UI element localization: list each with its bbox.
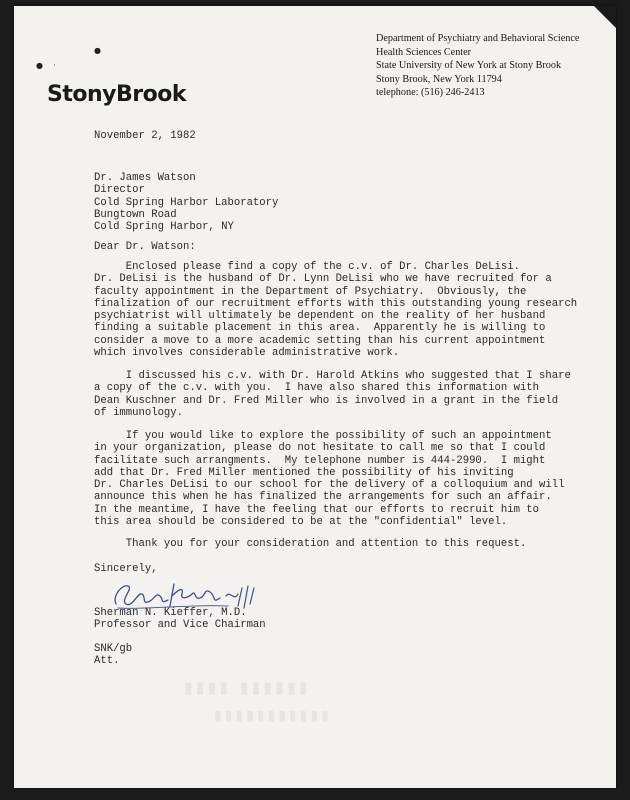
mark-dot: ●: [94, 46, 101, 55]
address-line: Cold Spring Harbor Laboratory: [94, 196, 279, 209]
paragraph-3: [94, 430, 564, 528]
mark-dots: ● ·: [36, 61, 56, 70]
letterhead-line: State University of New York at Stony Brook: [376, 60, 562, 71]
paragraph-1: [94, 261, 577, 359]
letterhead-address: [376, 32, 579, 100]
text-line: facilitate such arrangments. My telephone number is 444-2990. I might: [94, 454, 546, 467]
address-line: Director: [94, 184, 145, 197]
text-line: In the meantime, I have the feeling that our efforts to recruit him to: [94, 503, 540, 516]
paragraph-2: [94, 370, 571, 419]
text-line: I discussed his c.v. with Dr. Harold Atkins who suggested that I share: [94, 370, 571, 382]
closing: Sincerely,: [94, 563, 158, 575]
text-line: consider a move to a more academic setting than his current appointment: [94, 334, 546, 347]
signer-name: Sherman N. Kieffer, M.D.: [94, 607, 247, 619]
salutation: Dear Dr. Watson:: [94, 241, 196, 253]
text-line: Dr. Charles DeLisi to our school for the delivery of a colloquium and will: [94, 479, 565, 492]
text-line: faculty appointment in the Department of Psychiatry. Obviously, the: [94, 285, 527, 298]
reference-initials: [94, 643, 132, 668]
text-line: finding a suitable placement in this area. Apparently he is willing to: [94, 322, 546, 335]
text-line: in your organization, please do not hesitate to call me so that I could: [94, 442, 546, 455]
typist-initials: SNK/gb: [94, 643, 133, 655]
letter-page: [14, 6, 616, 788]
text-line: Dean Kuschner and Dr. Fred Miller who is involved in a grant in the field: [94, 394, 559, 407]
letterhead-line: Health Sciences Center: [376, 46, 472, 58]
signer-title: Professor and Vice Chairman: [94, 619, 266, 632]
text-line: which involves considerable administrative work.: [94, 347, 400, 360]
text-line: Enclosed please find a copy of the c.v. of Dr. Charles DeLisi.: [94, 261, 520, 273]
signature-block: [94, 607, 266, 632]
text-line: a copy of the c.v. with you. I have also shared this information with: [94, 382, 540, 395]
paper-watermark-decoration: ▮▮▮▮ ▮▮▮▮▮▮: [184, 678, 311, 697]
letterhead-line: Department of Psychiatry and Behavioral Science: [376, 33, 580, 44]
text-line: Dr. DeLisi is the husband of Dr. Lynn DeLisi who we have recruited for a: [94, 273, 552, 286]
text-line: finalization of our recruitment efforts with this outstanding young research: [94, 297, 578, 310]
text-line: add that Dr. Fred Miller mentioned the possibility of his inviting: [94, 466, 514, 479]
text-line: Thank you for your consideration and attention to this request.: [94, 538, 527, 550]
address-line: Cold Spring Harbor, NY: [94, 221, 234, 234]
text-line: of immunology.: [94, 406, 184, 419]
letterhead-line: Stony Brook, New York 11794: [376, 73, 502, 85]
text-line: If you would like to explore the possibility of such an appointment: [94, 430, 552, 442]
text-line: announce this when he has finalized the arrangements for such an affair.: [94, 491, 552, 504]
attachment-note: Att.: [94, 655, 120, 668]
paragraph-4: [94, 538, 526, 550]
text-line: psychiatrist will ultimately be dependent on the reality of her husband: [94, 310, 546, 323]
paper-watermark-decoration: ▮▮▮▮▮▮▮▮▮▮▮: [214, 708, 332, 724]
recipient-address: [94, 172, 278, 233]
text-line: this area should be considered to be at the "confidential" level.: [94, 516, 508, 529]
stony-brook-logo: StonyBrook: [47, 82, 186, 107]
letterhead-line: telephone: (516) 246-2413: [376, 87, 485, 98]
address-line: Dr. James Watson: [94, 172, 196, 184]
page-corner: [594, 6, 616, 28]
letter-date: November 2, 1982: [94, 130, 196, 142]
address-line: Bungtown Road: [94, 208, 177, 221]
